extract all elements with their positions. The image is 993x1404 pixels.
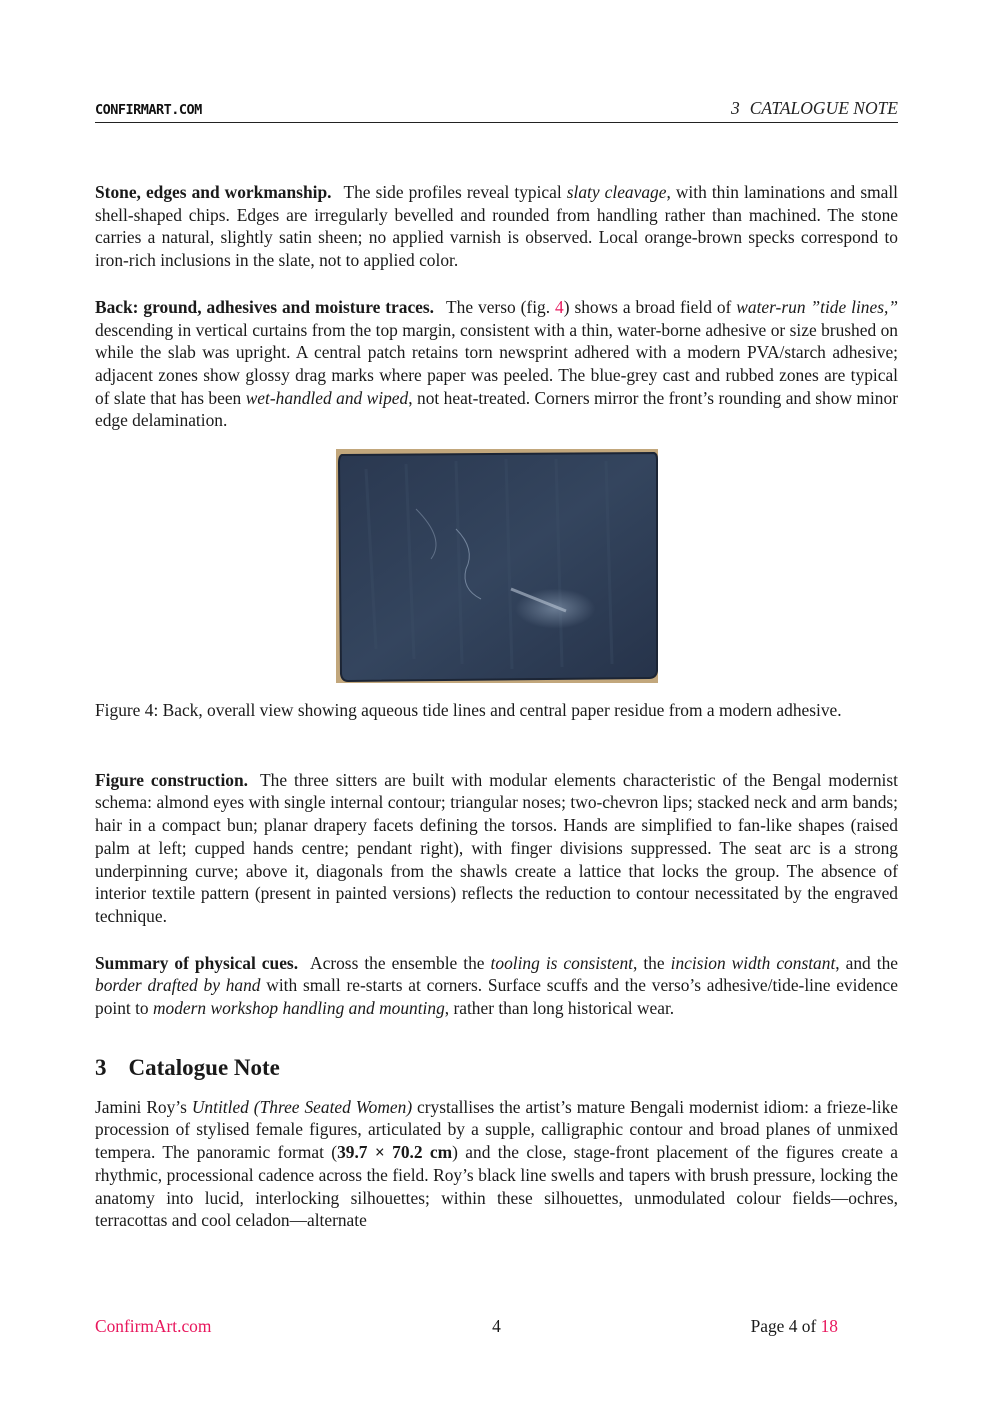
paragraph-heading: Back: ground, adhesives and moisture traces. [95,296,435,317]
emphasis: modern workshop handling and mounting [152,998,445,1019]
page-header [95,98,898,123]
figure-reference-link[interactable]: 4 [555,296,564,317]
text-run: descending in vertical curtains from the top margin, consistent with a thin, water-borne adhesive or size brushed on while the slab was upright. A central patch retains torn newsprint adhered with a modern PVA/starch adhesive; adjacent zones show glossy drag marks where paper was peeled. The blue-grey cast and rubbed zones are typical of slate that has been [95,319,898,408]
paragraph-heading: Figure construction. [95,769,249,790]
site-logo: CONFIRMART.COM [95,102,202,118]
emphasis: incision width constant [670,952,836,973]
footer-page-number: 4 [492,1316,501,1336]
text-run: Across the ensemble the [310,952,491,973]
text-run: , the [633,952,671,973]
paragraph-back [95,296,898,432]
footer-page-count [751,1316,838,1337]
running-header [731,98,898,119]
page-total-link[interactable]: 18 [820,1316,838,1336]
text-run: ) and the close, stage-front placement of the figures create a rhythmic, processional cadence across the field. Roy’s black line swells and tapers with brush pressure, locking the anatomy into lucid, interlocking silhouettes; within these silhouettes, unmodulated colour fields—ochres, terracottas and cool celadon—alternate [95,1142,898,1231]
page-prefix: Page 4 of [750,1316,821,1336]
page-body [95,181,898,1232]
emphasis: wet-handled and wiped [245,387,409,408]
figure-slate-back-photo [336,449,658,683]
emphasis: border drafted by hand [95,975,261,996]
slate-back-image [336,449,658,683]
paragraph-summary [95,952,898,1020]
section-number: 3 [95,1054,107,1080]
text-run: The side profiles reveal typical [343,182,567,202]
text-run: ) shows a broad field of [563,296,737,317]
spacer [95,722,898,769]
emphasis: Untitled (Three Seated Women) [191,1096,413,1117]
dimensions: 39.7 × 70.2 cm [337,1142,453,1163]
paragraph-stone [95,181,898,272]
text-run: , with thin laminations and small shell-shaped chips. Edges are irregularly bevelled and rounded from handling rather than machined. The stone carries a natural, slightly satin sheen; no applied varnish is observed. Local orange-brown specks correspond to iron-rich inclusions in the slate, not to applied color. [95,182,898,271]
text-run: crystallises the artist’s mature Bengali modernist idiom: a frieze-like procession of stylised female figures, articulated by a supple, calligraphic contour and broad planes of unmixed tempera. The panoramic format ( [95,1096,898,1163]
emphasis: water-run ”tide lines,” [736,296,898,317]
text-run: The three sitters are built with modular elements characteristic of the Bengal modernist schema: almond eyes with single internal contour; triangular noses; two-chevron lips; stacked neck and arm bands; hair in a compact bun; planar drapery facets defining the torsos. Hands are simplified to fan-like shapes (raised palm at left; cupped hands centre; pendant right), with finger divisions suppressed. The seat arc is a strong underpinning curve; above it, diagonals from the shawls create a lattice that locks the group. The absence of interior textile pattern (present in painted versions) reflects the reduction to contour necessitated by the engraved technique. [95,769,898,926]
paragraph-heading: Summary of physical cues. [95,952,299,973]
text-run: , rather than long historical wear. [444,998,675,1019]
text-run: with small re-starts at corners. Surface scuffs and the verso’s adhesive/tide-line evidence point to [95,975,898,1019]
emphasis: slaty cleavage [566,182,667,202]
paragraph-catalogue-note [95,1096,898,1232]
text-run: Jamini Roy’s [95,1096,192,1117]
page-footer [95,1316,898,1338]
section-heading [95,1054,898,1082]
running-section-title: CATALOGUE NOTE [749,98,898,118]
emphasis: tooling is consistent [490,952,633,973]
text-run: The verso (fig. [446,296,556,317]
running-section-number: 3 [730,98,740,118]
paragraph-figure-construction [95,769,898,928]
text-run: , and the [835,952,898,973]
paragraph-heading: Stone, edges and workmanship. [95,182,332,202]
footer-site-link[interactable]: ConfirmArt.com [95,1316,212,1336]
figure-caption: Figure 4: Back, overall view showing aqueous tide lines and central paper residue from a modern adhesive. [95,700,842,721]
text-run: , not heat-treated. Corners mirror the front’s rounding and show minor edge delamination. [95,387,898,431]
section-title: Catalogue Note [128,1054,280,1080]
